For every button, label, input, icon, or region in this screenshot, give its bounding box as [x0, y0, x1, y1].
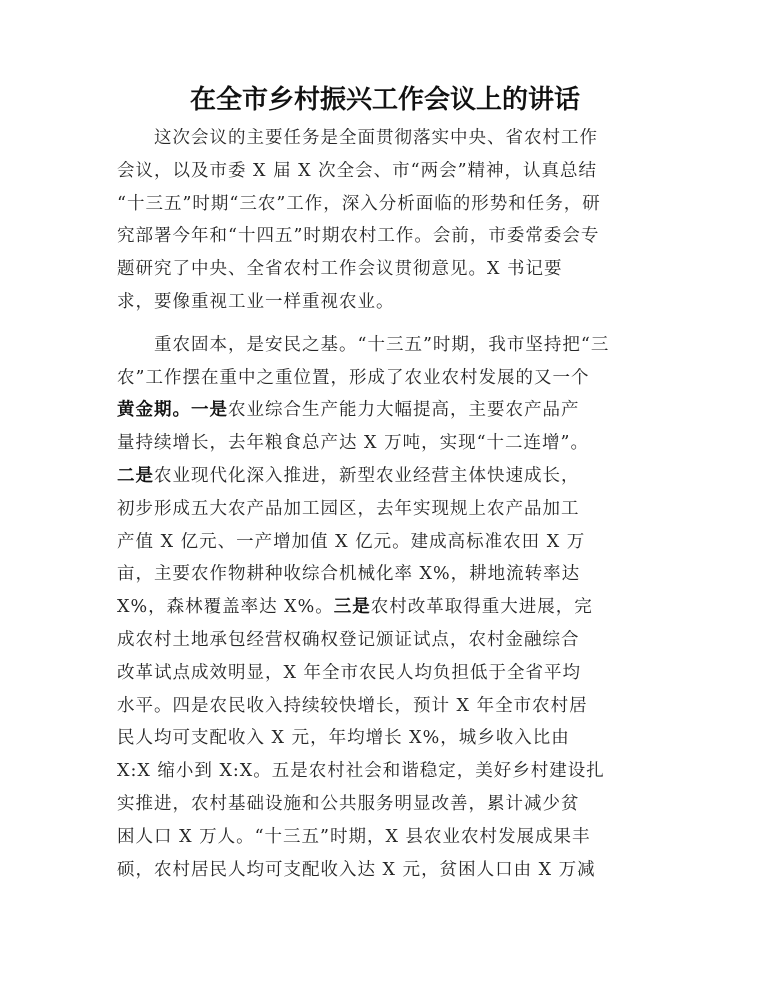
text-line — [117, 591, 657, 624]
text-line: 量持续增长，去年粮食总产达 X 万吨，实现“十二连增”。 — [117, 433, 589, 454]
text-line: 改革试点成效明显，X 年全市农民人均负担低于全省平均 — [117, 662, 582, 683]
emphasis-text: 三是 — [333, 597, 371, 618]
document-title: 在全市乡村振兴工作会议上的讲话 — [189, 85, 580, 115]
text-line — [117, 394, 657, 427]
paragraph-2 — [117, 329, 657, 887]
text-line: 会议，以及市委 X 届 X 次全会、市“两会”精神，认真总结 — [117, 160, 598, 181]
text-line: 农”工作摆在重中之重位置，形成了农业农村发展的又一个 — [117, 367, 590, 388]
text-line: 成农村土地承包经营权确权登记颁证试点，农村金融综合 — [117, 629, 580, 650]
text-line: 题研究了中央、全省农村工作会议贯彻意见。X 书记要 — [117, 259, 563, 280]
text-line: 困人口 X 万人。“十三五”时期，X 县农业农村发展成果丰 — [117, 826, 591, 847]
text-line: 重农固本，是安民之基。“十三五”时期，我市坚持把“三 — [117, 334, 610, 355]
text-line: 亩，主要农作物耕种收综合机械化率 X%，耕地流转率达 — [117, 564, 581, 585]
text-line: X:X 缩小到 X:X。五是农村社会和谐稳定，美好乡村建设扎 — [117, 761, 605, 782]
emphasis-text: 黄金期。一是 — [117, 400, 228, 421]
text-span: 农业现代化深入推进，新型农业经营主体快速成长， — [154, 465, 580, 486]
text-line: 求，要像重视工业一样重视农业。 — [117, 291, 395, 312]
text-line: 水平。四是农民收入持续较快增长，预计 X 年全市农村居 — [117, 695, 588, 716]
text-line: 初步形成五大农产品加工园区，去年实现规上农产品加工 — [117, 498, 580, 519]
text-line: 这次会议的主要任务是全面贯彻落实中央、省农村工作 — [117, 128, 598, 148]
document-body — [117, 122, 657, 886]
text-span: 农业综合生产能力大幅提高，主要农产品产 — [228, 400, 580, 421]
text-line — [117, 460, 657, 493]
text-line: 究部署今年和“十四五”时期农村工作。会前，市委常委会专 — [117, 226, 600, 247]
text-line: 硕，农村居民人均可支配收入达 X 元，贫困人口由 X 万减 — [117, 859, 596, 880]
text-span: 农村改革取得重大进展，完 — [370, 597, 593, 618]
paragraph-gap — [117, 319, 657, 329]
text-line: 实推进，农村基础设施和公共服务明显改善，累计减少贫 — [117, 793, 580, 814]
text-line: 产值 X 亿元、一产增加值 X 亿元。建成高标准农田 X 万 — [117, 531, 586, 552]
paragraph-1 — [117, 122, 657, 319]
emphasis-text: 二是 — [117, 465, 154, 486]
text-span: X%，森林覆盖率达 X%。 — [117, 597, 334, 618]
text-line: “十三五”时期“三农”工作，深入分析面临的形势和任务，研 — [117, 193, 601, 214]
text-line: 民人均可支配收入 X 元，年均增长 X%，城乡收入比由 — [117, 728, 570, 749]
